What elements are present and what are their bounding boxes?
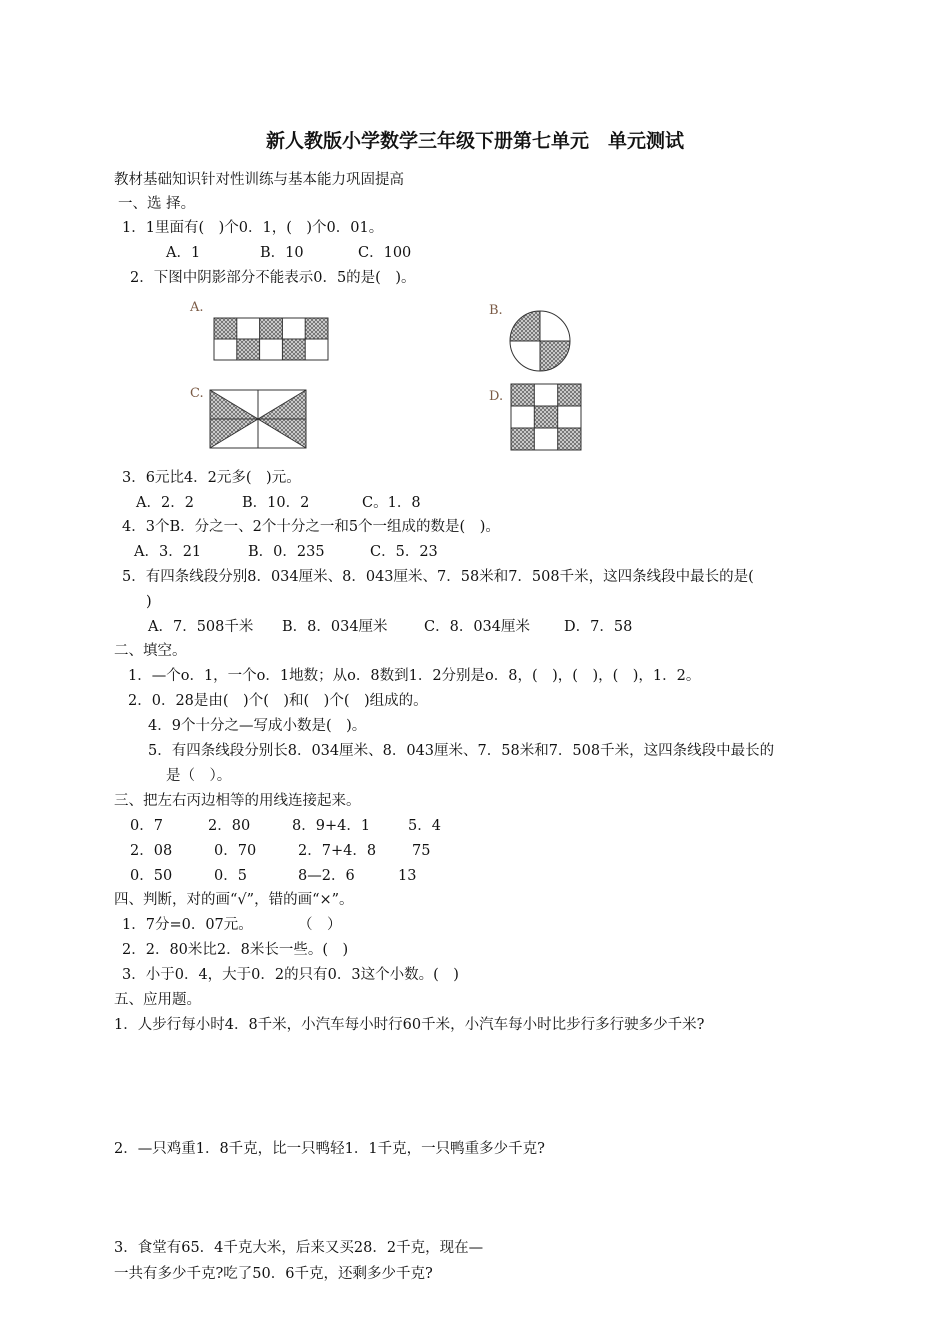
- match-r1-c4: 5．4: [408, 818, 441, 834]
- figure-c-bowtie: [210, 390, 306, 448]
- s1-q4-option-b: B．0．235: [248, 544, 325, 560]
- figure-label-c: C.: [190, 386, 204, 401]
- section-4-heading: 四、判断，对的画“√”，错的画“×”。: [114, 892, 354, 908]
- s4-question-1-blank: （ ）: [298, 917, 342, 933]
- s2-question-4-line-1: 5．有四条线段分别长8．034厘米、8．043厘米、7．58米和7．508千米，这四条线段中最长的: [148, 743, 775, 759]
- s1-question-2: 2．下图中阴影部分不能表示0．5的是( )。: [130, 270, 416, 286]
- s1-question-1: 1．1里面有( )个0．1，( )个0．01。: [122, 220, 384, 236]
- s2-question-3: 4．9个十分之—写成小数是( )。: [148, 718, 367, 734]
- s1-q5-option-b: B．8．034厘米: [282, 619, 388, 635]
- figure-label-b: B.: [489, 303, 503, 318]
- section-3-heading: 三、把左右丙边相等的用线连接起来。: [114, 793, 361, 809]
- s5-question-1: 1．人步行每小时4．8千米，小汽车每小时行60千米，小汽车每小时比步行多行驶多少千米?: [114, 1017, 705, 1033]
- s1-q4-option-a: A．3．21: [134, 544, 202, 560]
- s2-question-4-line-2: 是（ ）。: [166, 768, 232, 784]
- match-r2-c2: 0．70: [214, 843, 257, 859]
- s5-question-3-line-1: 3．食堂有65．4千克大米，后来又买28．2千克，现在—: [114, 1240, 484, 1256]
- section-5-heading: 五、应用题。: [114, 992, 201, 1008]
- subtitle: 教材基础知识针对性训练与基本能力巩固提高: [114, 172, 404, 188]
- s1-q1-option-a: A．1: [166, 245, 201, 261]
- s1-q4-option-c: C．5．23: [370, 544, 438, 560]
- figure-label-d: D.: [489, 389, 504, 404]
- s1-question-3: 3．6元比4．2元多( )元。: [122, 470, 301, 486]
- s1-q3-option-b: B．10．2: [242, 495, 310, 511]
- match-r3-c1: 0．50: [130, 868, 173, 884]
- page-title: 新人教版小学数学三年级下册第七单元 单元测试: [265, 130, 684, 152]
- match-r2-c1: 2．08: [130, 843, 173, 859]
- s1-q1-option-c: C．100: [358, 245, 412, 261]
- s2-question-2: 2．0．28是由( )个( )和( )个( )组成的。: [128, 693, 428, 709]
- s5-question-2: 2．—只鸡重1．8千克，比一只鸭轻1．1千克，一只鸭重多少千克?: [114, 1141, 545, 1157]
- figure-a-grid: [214, 318, 328, 360]
- match-r3-c2: 0．5: [214, 868, 247, 884]
- match-r3-c4: 13: [398, 868, 417, 884]
- s1-q3-option-a: A．2．2: [136, 495, 194, 511]
- s4-question-1: 1．7分=0．07元。: [122, 917, 253, 933]
- s1-q5-option-a: A．7．508千米: [148, 619, 254, 635]
- match-r2-c4: 75: [412, 843, 431, 859]
- s1-question-5-line-2: ): [146, 594, 152, 610]
- s1-q5-option-c: C．8．034厘米: [424, 619, 530, 635]
- match-r1-c3: 8．9+4．1: [292, 818, 371, 834]
- s1-q5-option-d: D．7．58: [564, 619, 633, 635]
- s4-question-2: 2．2．80米比2．8米长一些。( ): [122, 942, 349, 958]
- match-r3-c3: 8—2．6: [298, 868, 355, 884]
- figure-d-checkerboard: [511, 384, 581, 450]
- s5-question-3-line-2: 一共有多少千克?吃了50．6千克，还剩多少千克?: [114, 1266, 433, 1282]
- section-1-heading: 一、选 择。: [118, 196, 196, 212]
- s1-question-4: 4．3个B．分之一、2个十分之一和5个一组成的数是( )。: [122, 519, 500, 535]
- s1-q3-option-c: C。1．8: [362, 495, 421, 511]
- section-2-heading: 二、填空。: [114, 643, 187, 659]
- s1-q1-option-b: B．10: [260, 245, 304, 261]
- match-r1-c2: 2．80: [208, 818, 251, 834]
- s4-question-3: 3．小于0．4，大于0．2的只有0．3这个小数。( ): [122, 967, 459, 983]
- s2-question-1: 1．—个o．1，一个o．1地数；从o．8数到1．2分别是o．8，( )，( )，( )，1．2。: [128, 668, 701, 684]
- match-r1-c1: 0．7: [130, 818, 163, 834]
- figure-b-circle: [508, 309, 572, 373]
- figure-label-a: A.: [190, 300, 204, 315]
- s1-question-5-line-1: 5．有四条线段分别8．034厘米、8．043厘米、7．58米和7．508千米，这四条线段中最长的是(: [122, 569, 754, 585]
- match-r2-c3: 2．7+4．8: [298, 843, 377, 859]
